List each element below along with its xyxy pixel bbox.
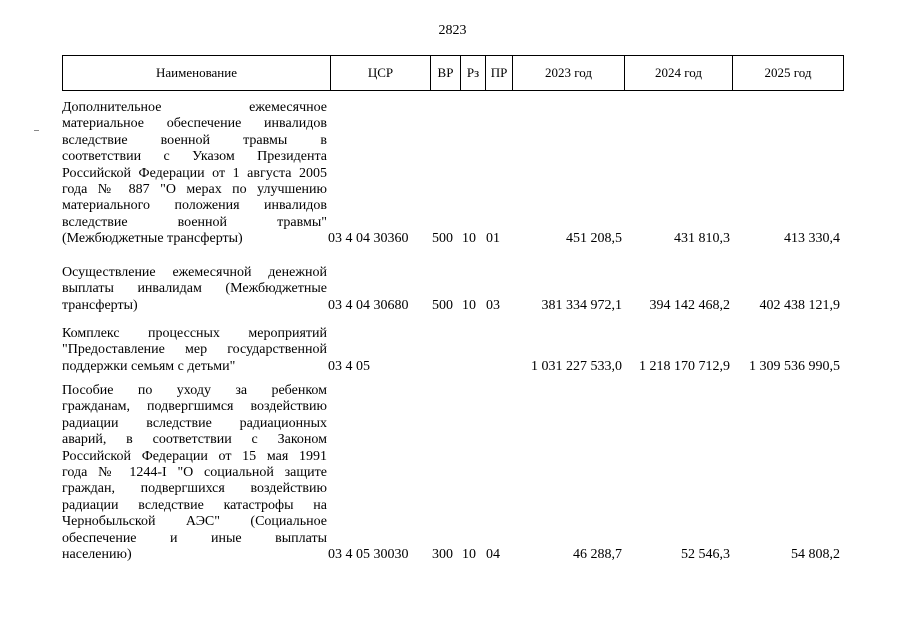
cell-2025: 413 330,4 — [784, 231, 840, 247]
table-row — [62, 326, 842, 375]
name-line: гражданам, подвергшимся воздействию — [62, 399, 327, 415]
header-2023: 2023 год — [513, 56, 625, 90]
cell-csr: 03 4 04 30680 — [328, 297, 409, 313]
name-line: Российской Федерации от 15 мая 1991 — [62, 448, 327, 464]
name-line: населению) — [62, 546, 132, 562]
cell-2023: 1 031 227 533,0 — [531, 358, 622, 374]
cell-2024: 394 142 468,2 — [649, 297, 730, 313]
cell-2023: 381 334 972,1 — [541, 297, 622, 313]
cell-vr: 300 — [432, 546, 453, 562]
cell-csr: 03 4 05 — [328, 358, 370, 374]
table-row — [62, 100, 842, 248]
table-header — [62, 55, 844, 91]
cell-2025: 54 808,2 — [791, 546, 840, 562]
cell-vr: 500 — [432, 231, 453, 247]
cell-pr: 04 — [486, 546, 500, 562]
cell-name — [62, 383, 327, 563]
cell-2023: 46 288,7 — [573, 546, 622, 562]
cell-vr: 500 — [432, 297, 453, 313]
name-line: обеспечение и иные выплаты — [62, 530, 327, 546]
cell-pr: 01 — [486, 231, 500, 247]
name-line: трансферты) — [62, 297, 138, 313]
cell-csr: 03 4 04 30360 — [328, 231, 409, 247]
name-line: Чернобыльской АЭС" (Социальное — [62, 514, 327, 530]
header-2025: 2025 год — [764, 65, 812, 80]
cell-2025: 402 438 121,9 — [759, 297, 840, 313]
name-line: граждан, подвергшихся воздействию — [62, 481, 327, 497]
cell-2024: 1 218 170 712,9 — [639, 358, 730, 374]
cell-2024: 431 810,3 — [674, 231, 730, 247]
name-line: материальное обеспечение инвалидов — [62, 116, 327, 132]
name-line: "Предоставление мер государственной — [62, 342, 327, 358]
header-2024: 2024 год — [625, 56, 733, 90]
cell-rz: 10 — [462, 546, 476, 562]
header-rz: Рз — [461, 56, 486, 90]
cell-2024: 52 546,3 — [681, 546, 730, 562]
name-line: поддержки семьям с детьми" — [62, 358, 236, 374]
name-line: (Межбюджетные трансферты) — [62, 231, 243, 247]
name-line: радиации вследствие радиационных — [62, 415, 327, 431]
name-line: вследствие военной травмы" — [62, 214, 327, 230]
cell-2023: 451 208,5 — [566, 231, 622, 247]
cell-2025: 1 309 536 990,5 — [749, 358, 840, 374]
name-line: года № 1244-I "О социальной защите — [62, 464, 327, 480]
header-pr: ПР — [486, 56, 513, 90]
name-line: Осуществление ежемесячной денежной — [62, 265, 327, 280]
name-line: Пособие по уходу за ребенком — [62, 383, 327, 398]
cell-pr: 03 — [486, 297, 500, 313]
name-line: вследствие военной травмы в — [62, 132, 327, 148]
cell-name — [62, 326, 327, 375]
table-row — [62, 383, 842, 563]
name-line: материального положения инвалидов — [62, 198, 327, 214]
header-vr: ВР — [431, 56, 461, 90]
name-line: соответствии с Указом Президента — [62, 149, 327, 165]
header-csr: ЦСР — [331, 56, 431, 90]
name-line: выплаты инвалидам (Межбюджетные — [62, 281, 327, 297]
cell-name — [62, 265, 327, 314]
cell-name — [62, 100, 327, 248]
cell-rz: 10 — [462, 297, 476, 313]
table-row — [62, 265, 842, 314]
name-line: радиации вследствие катастрофы на — [62, 497, 327, 513]
name-line: года № 887 "О мерах по улучшению — [62, 181, 327, 197]
header-name: Наименование — [63, 56, 331, 90]
name-line: аварий, в соответствии с Законом — [62, 432, 327, 448]
name-line: Дополнительное ежемесячное — [62, 100, 327, 115]
name-line: Комплекс процессных мероприятий — [62, 326, 327, 341]
page-number: 2823 — [438, 23, 467, 38]
cell-csr: 03 4 05 30030 — [328, 546, 409, 562]
name-line: Российской Федерации от 1 августа 2005 — [62, 165, 327, 181]
cell-rz: 10 — [462, 231, 476, 247]
margin-mark — [34, 130, 39, 131]
